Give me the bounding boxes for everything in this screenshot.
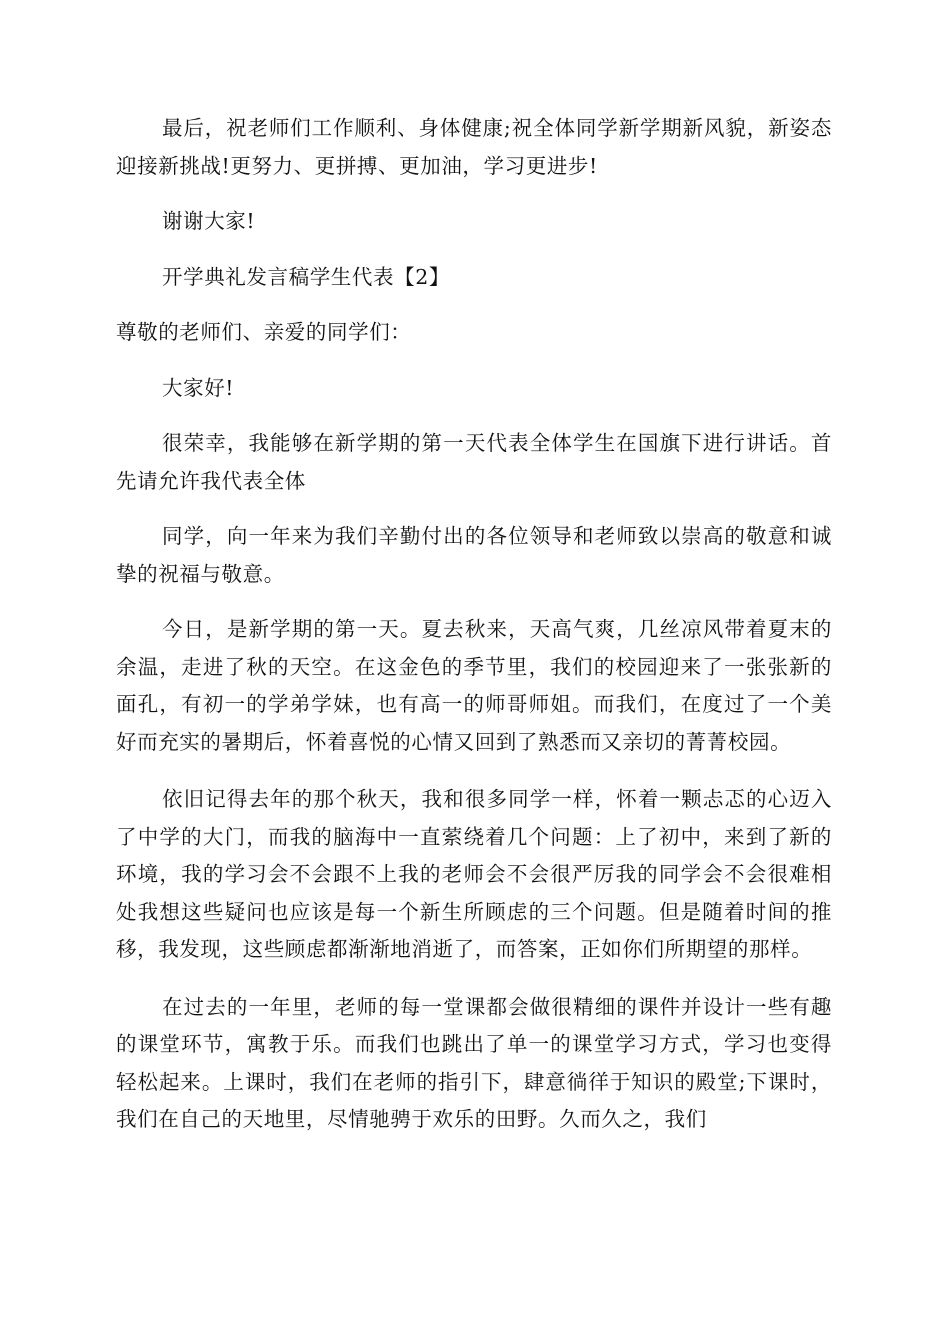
- past-year-paragraph: 在过去的一年里，老师的每一堂课都会做很精细的课件并设计一些有趣的课堂环节，寓教于乐。而我们也跳出了单一的课堂学习方式，学习也变得轻松起来。上课时，我们在老师的指引下，肆意徜徉于知识的殿堂;下课时，我们在自己的天地里，尽情驰骋于欢乐的田野。久而久之，我们: [116, 994, 832, 1131]
- section-heading: 开学典礼发言稿学生代表【2】: [162, 264, 450, 289]
- new-semester-paragraph: 今日，是新学期的第一天。夏去秋来，天高气爽，几丝凉风带着夏末的余温，走进了秋的天空。在这金色的季节里，我们的校园迎来了一张张新的面孔，有初一的学弟学妹，也有高一的师哥师姐。而我们，在度过了一个美好而充实的暑期后，怀着喜悦的心情又回到了熟悉而又亲切的菁菁校园。: [116, 617, 832, 754]
- greeting-paragraph: 大家好!: [162, 375, 235, 400]
- thanks-paragraph: 谢谢大家!: [162, 209, 256, 233]
- memory-paragraph: 依旧记得去年的那个秋天，我和很多同学一样，怀着一颗忐忑的心迈入了中学的大门，而我的脑海中一直萦绕着几个问题：上了初中，来到了新的环境，我的学习会不会跟不上我的老师会不会很严厉我的同学会不会很难相处我想这些疑问也应该是每一个新生所顾虑的三个问题。但是随着时间的推移，我发现，这些顾虑都渐渐地消逝了，而答案，正如你们所期望的那样。: [116, 787, 832, 961]
- intro-paragraph: 很荣幸，我能够在新学期的第一天代表全体学生在国旗下进行讲话。首先请允许我代表全体: [116, 431, 832, 493]
- respect-paragraph: 同学，向一年来为我们辛勤付出的各位领导和老师致以崇高的敬意和诚挚的祝福与敬意。: [116, 524, 832, 586]
- salutation-paragraph: 尊敬的老师们、亲爱的同学们：: [116, 320, 412, 344]
- document-body: [116, 110, 832, 1139]
- closing-wishes-paragraph: 最后，祝老师们工作顺利、身体健康;祝全体同学新学期新风貌，新姿态迎接新挑战!更努力、更拼搏、更加油，学习更进步!: [116, 116, 832, 178]
